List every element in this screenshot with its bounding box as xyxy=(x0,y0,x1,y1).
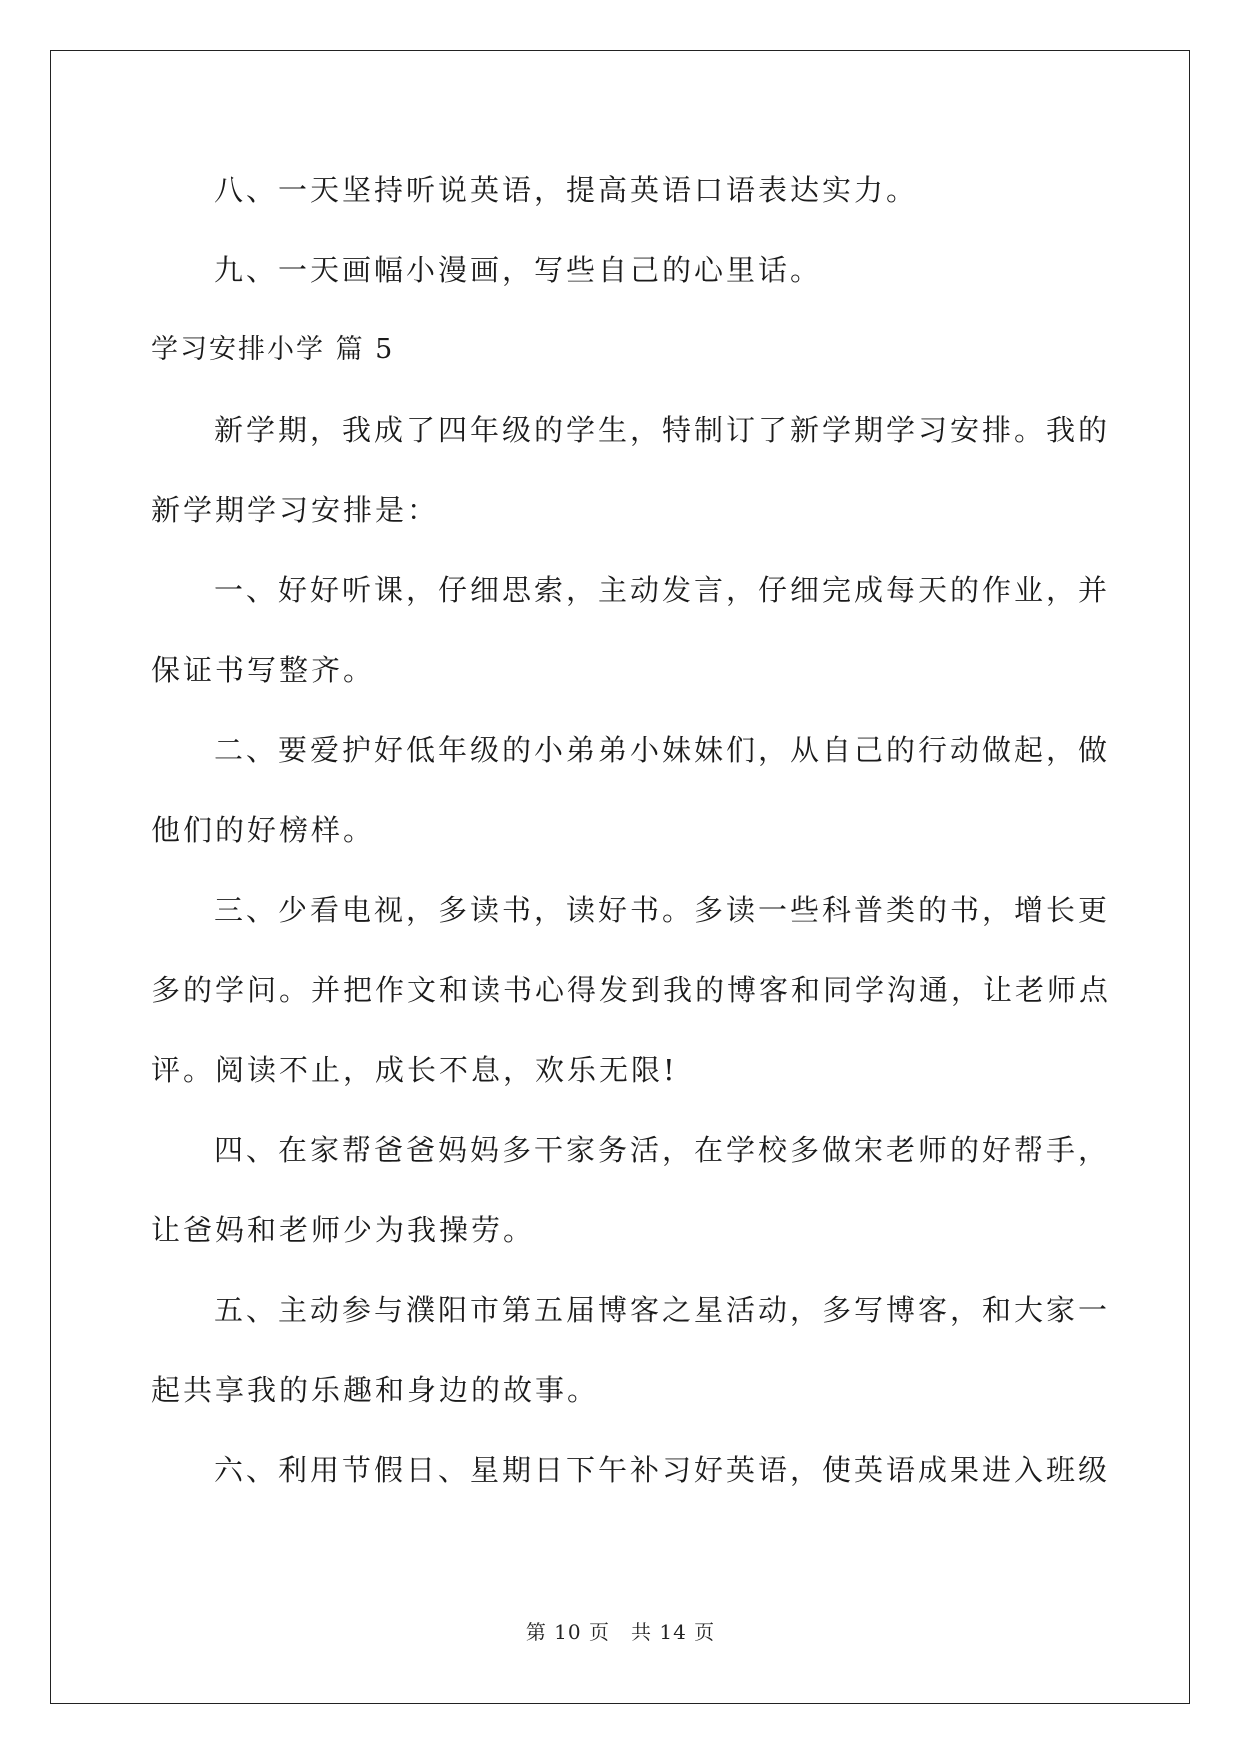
paragraph-line: 三、少看电视，多读书，读好书。多读一些科普类的书，增长更 xyxy=(214,893,1111,927)
paragraph-line: 起共享我的乐趣和身边的故事。 xyxy=(151,1373,600,1407)
paragraph-line: 让爸妈和老师少为我操劳。 xyxy=(151,1213,536,1247)
paragraph-line: 六、利用节假日、星期日下午补习好英语，使英语成果进入班级 xyxy=(214,1453,1111,1487)
paragraph-line: 九、一天画幅小漫画，写些自己的心里话。 xyxy=(214,253,823,287)
paragraph-line: 四、在家帮爸爸妈妈多干家务活，在学校多做宋老师的好帮手， xyxy=(214,1133,1111,1167)
paragraph-line: 五、主动参与濮阳市第五届博客之星活动，多写博客，和大家一 xyxy=(214,1293,1111,1327)
page-number-footer: 第 10 页 共 14 页 xyxy=(525,1620,716,1644)
paragraph-line: 新学期，我成了四年级的学生，特制订了新学期学习安排。我的 xyxy=(214,413,1111,447)
paragraph-line: 多的学问。并把作文和读书心得发到我的博客和同学沟通，让老师点 xyxy=(151,973,1112,1007)
paragraph-line: 他们的好榜样。 xyxy=(151,813,376,847)
paragraph-line: 保证书写整齐。 xyxy=(151,653,376,687)
paragraph-line: 二、要爱护好低年级的小弟弟小妹妹们，从自己的行动做起，做 xyxy=(214,733,1111,767)
paragraph-line: 评。阅读不止，成长不息，欢乐无限! xyxy=(151,1053,678,1087)
paragraph-line: 八、一天坚持听说英语，提高英语口语表达实力。 xyxy=(214,173,919,207)
paragraph-line: 新学期学习安排是： xyxy=(151,493,440,527)
section-heading: 学习安排小学 篇 5 xyxy=(151,334,395,365)
paragraph-line: 一、好好听课，仔细思索，主动发言，仔细完成每天的作业，并 xyxy=(214,573,1111,607)
